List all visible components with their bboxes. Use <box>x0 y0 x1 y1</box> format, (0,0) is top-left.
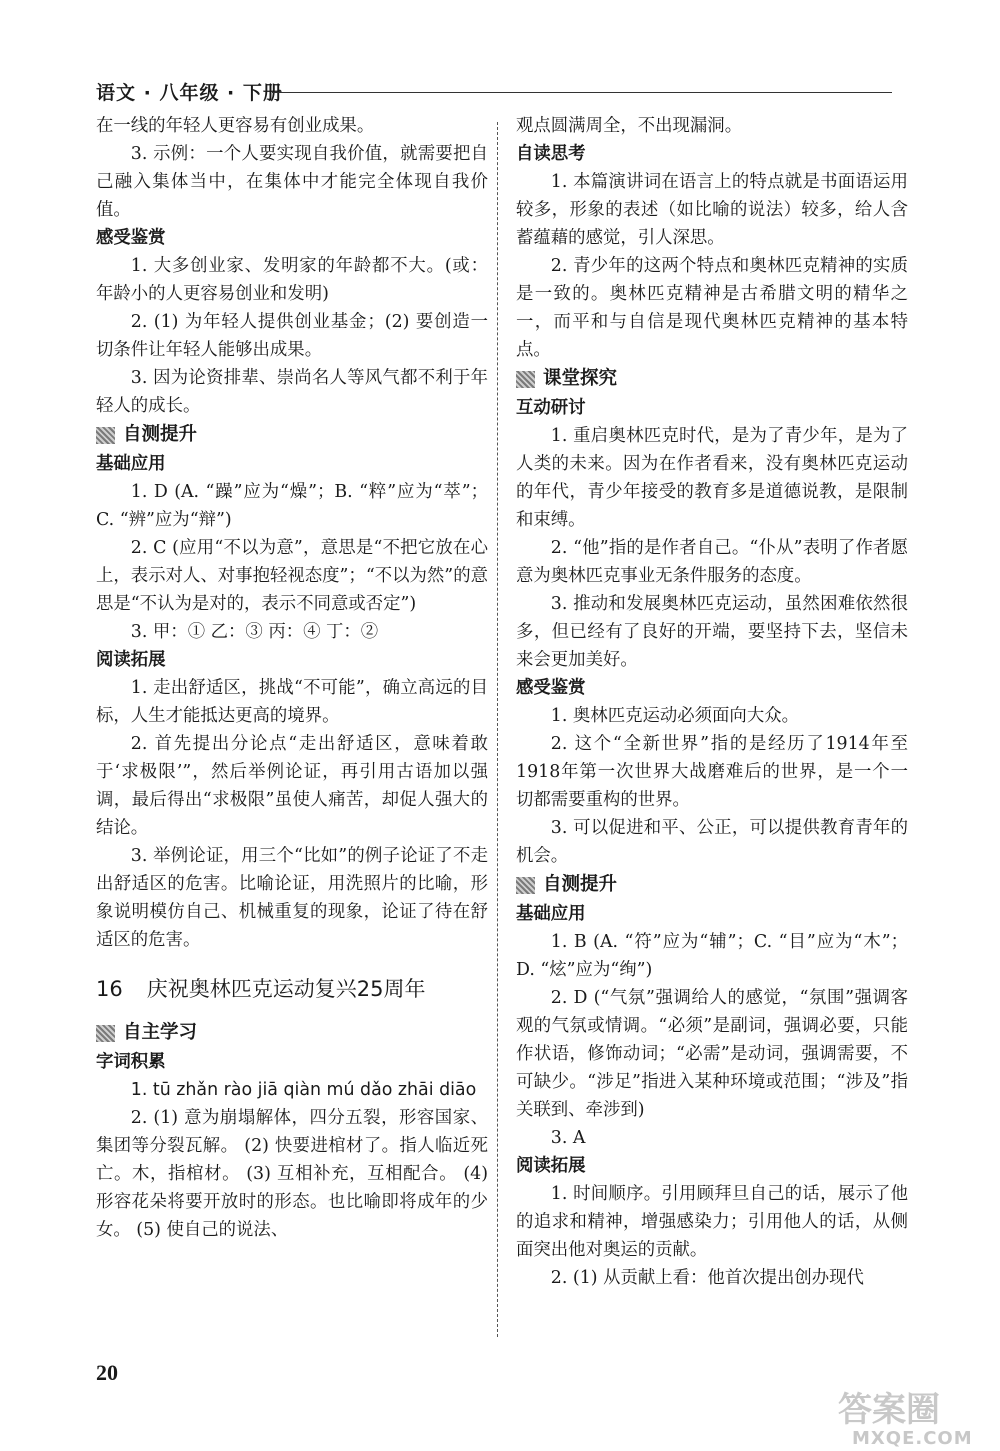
header-title: 语文 · 八年级 · 下册 <box>96 82 283 104</box>
section-marker-icon <box>96 427 115 444</box>
section-heading <box>516 870 908 900</box>
chapter-title <box>96 974 488 1004</box>
section-heading-label: 课堂探究 <box>543 368 618 389</box>
section-marker-icon <box>516 877 535 894</box>
subheading: 字词积累 <box>96 1052 166 1072</box>
section-heading <box>96 420 488 450</box>
paragraph: 2. 首先提出分论点“走出舒适区，意味着敢于‘求极限’”，然后举例论证，再引用古语加以强调，最后得出“求极限”虽使人痛苦，却促人强大的结论。 <box>96 734 488 838</box>
paragraph: 3. 示例：一个人要实现自我价值，就需要把自己融入集体当中，在集体中才能完全体现自我价值。 <box>96 144 488 220</box>
paragraph: 在一线的年轻人更容易有创业成果。 <box>96 116 375 136</box>
subheading: 基础应用 <box>96 454 166 474</box>
subheading: 自读思考 <box>516 144 586 164</box>
section-marker-icon <box>96 1025 115 1042</box>
subheading: 感受鉴赏 <box>96 228 166 248</box>
paragraph: 2. (1) 从贡献上看：他首次提出创办现代 <box>550 1268 864 1288</box>
column-divider <box>497 122 498 1337</box>
subheading: 互动研讨 <box>516 398 586 418</box>
paragraph: 3. 举例论证，用三个“比如”的例子论证了不走出舒适区的危害。比喻论证，用洗照片的比喻，形象说明模仿自己、机械重复的现象，论证了待在舒适区的危害。 <box>96 846 488 950</box>
paragraph: 1. 奥林匹克运动必须面向大众。 <box>550 706 799 726</box>
section-heading <box>96 1018 488 1048</box>
pinyin-answers: 1. tū zhǎn rào jiā qiàn mú dǎo zhāi diāo <box>130 1080 477 1100</box>
paragraph: 2. C (应用“不以为意”，意思是“不把它放在心上，表示对人、对事抱轻视态度”；“不以为然”的意思是“不认为是对的，表示不同意或否定”) <box>96 538 488 614</box>
page-number: 20 <box>96 1360 118 1385</box>
watermark-logo: 答案圈 <box>838 1390 940 1430</box>
paragraph: 2. (1) 意为崩塌解体，四分五裂，形容国家、集团等分裂瓦解。 (2) 快要进棺材了。指人临近死亡。木，指棺材。 (3) 互相补充，互相配合。 (4) 形容花朵将要开放时的形态。也比喻即将成年的少女。 (5) 使自己的说法、 <box>96 1108 488 1240</box>
paragraph: 1. D (A. “躁”应为“燥”；B. “粹”应为“萃”；C. “辨”应为“辩”) <box>96 482 488 530</box>
section-heading <box>516 364 908 394</box>
paragraph: 3. 因为论资排辈、崇尚名人等风气都不利于年轻人的成长。 <box>96 368 488 416</box>
paragraph: 观点圆满周全，不出现漏洞。 <box>516 116 743 136</box>
paragraph: 1. B (A. “符”应为“辅”；C. “目”应为“木”；D. “炫”应为“绚”) <box>516 932 908 980</box>
watermark-url: MXQE.COM <box>852 1428 973 1449</box>
paragraph: 1. 时间顺序。引用顾拜旦自己的话，展示了他的追求和精神，增强感染力；引用他人的话，从侧面突出他对奥运的贡献。 <box>516 1184 908 1260</box>
paragraph: 2. “他”指的是作者自己。“仆从”表明了作者愿意为奥林匹克事业无条件服务的态度。 <box>516 538 908 586</box>
subheading: 基础应用 <box>516 904 586 924</box>
paragraph: 2. D (“气氛”强调给人的感觉，“氛围”强调客观的气氛或情调。“必须”是副词，强调必要，只能作状语，修饰动词；“必需”是动词，强调需要，不可缺少。“涉足”指进入某种环境或范围；“涉及”指关联到、牵涉到) <box>516 988 908 1120</box>
subheading: 阅读拓展 <box>96 650 166 670</box>
subheading: 阅读拓展 <box>516 1156 586 1176</box>
header-rule <box>272 92 892 93</box>
chapter-number: 16 <box>96 977 123 1001</box>
section-marker-icon <box>516 371 535 388</box>
paragraph: 1. 大多创业家、发明家的年龄都不大。(或：年龄小的人更容易创业和发明) <box>96 256 488 304</box>
subheading: 感受鉴赏 <box>516 678 586 698</box>
paragraph: 2. (1) 为年轻人提供创业基金；(2) 要创造一切条件让年轻人能够出成果。 <box>96 312 488 360</box>
paragraph: 1. 走出舒适区，挑战“不可能”，确立高远的目标，人生才能抵达更高的境界。 <box>96 678 488 726</box>
paragraph: 1. 本篇演讲词在语言上的特点就是书面语运用较多，形象的表述（如比喻的说法）较多，给人含蓄蕴藉的感觉，引人深思。 <box>516 172 908 248</box>
paragraph: 3. A <box>550 1128 586 1148</box>
section-heading-label: 自测提升 <box>123 424 198 445</box>
section-heading-label: 自测提升 <box>543 874 618 895</box>
section-heading-label: 自主学习 <box>123 1022 198 1043</box>
paragraph: 2. 这个“全新世界”指的是经历了1914年至1918年第一次世界大战磨难后的世界，是一个一切都需要重构的世界。 <box>516 734 908 810</box>
paragraph: 3. 甲：① 乙：③ 丙：④ 丁：② <box>130 622 379 642</box>
left-column <box>96 112 488 1244</box>
paragraph: 3. 推动和发展奥林匹克运动，虽然困难依然很多，但已经有了良好的开端，要坚持下去，坚信未来会更加美好。 <box>516 594 908 670</box>
chapter-title-text: 庆祝奥林匹克运动复兴25周年 <box>146 977 426 1001</box>
paragraph: 3. 可以促进和平、公正，可以提供教育青年的机会。 <box>516 818 908 866</box>
paragraph: 2. 青少年的这两个特点和奥林匹克精神的实质是一致的。奥林匹克精神是古希腊文明的精华之一，而平和与自信是现代奥林匹克精神的基本特点。 <box>516 256 908 360</box>
right-column <box>516 112 908 1292</box>
paragraph: 1. 重启奥林匹克时代，是为了青少年，是为了人类的未来。因为在作者看来，没有奥林匹克运动的年代，青少年接受的教育多是道德说教，是限制和束缚。 <box>516 426 908 530</box>
